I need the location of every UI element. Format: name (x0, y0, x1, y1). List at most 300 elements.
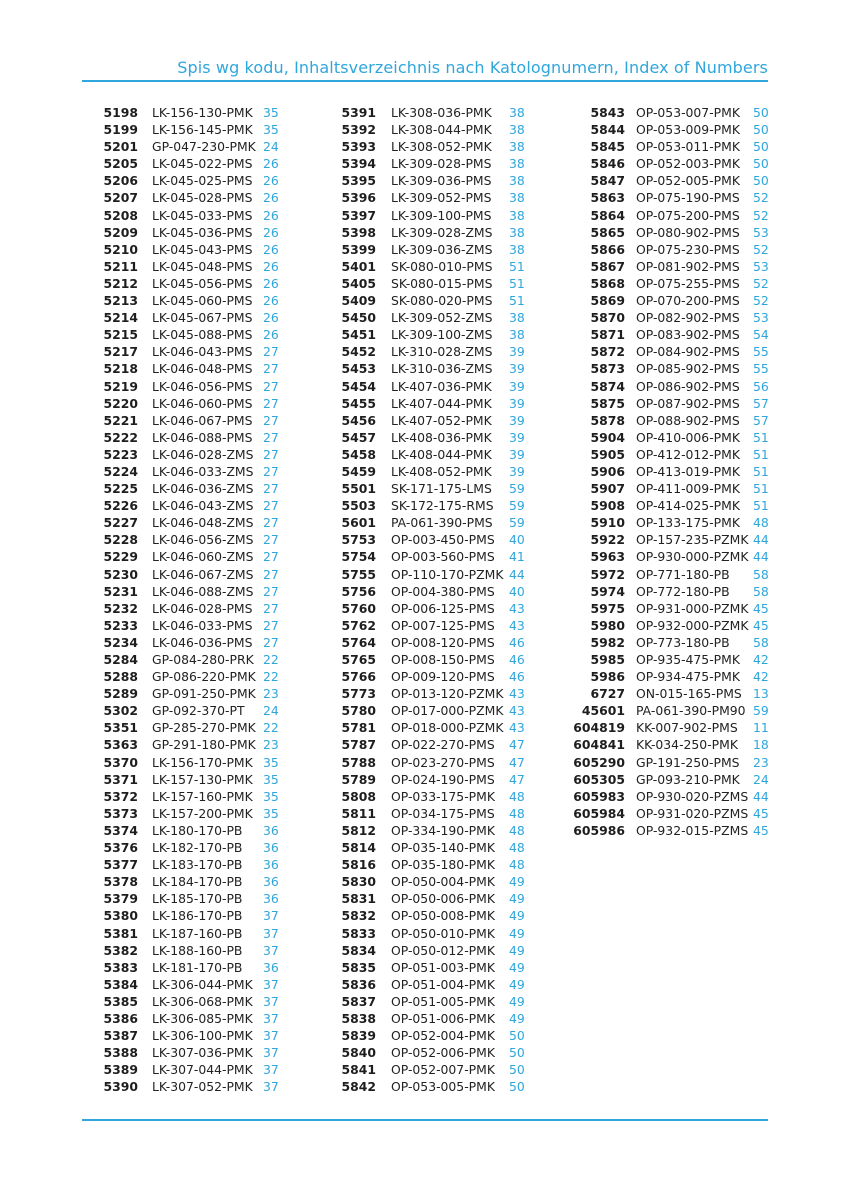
product-code: OP-050-006-PMK (391, 891, 495, 907)
catalog-number: 5980 (590, 617, 625, 633)
index-row (320, 856, 533, 873)
catalog-number: 5811 (341, 805, 376, 821)
page-number: 27 (263, 600, 279, 616)
page-number: 51 (753, 498, 769, 514)
index-row (82, 651, 287, 668)
catalog-number: 5219 (103, 378, 138, 394)
index-row (320, 241, 533, 258)
index-row (82, 822, 287, 839)
product-code: OP-334-190-PMK (391, 822, 495, 838)
page-number: 38 (509, 156, 525, 172)
index-row (320, 890, 533, 907)
page-number: 27 (263, 583, 279, 599)
page-number: 44 (753, 549, 769, 565)
page-number: 27 (263, 361, 279, 377)
index-row (560, 583, 777, 600)
index-row (320, 1010, 533, 1027)
catalog-number: 5831 (341, 891, 376, 907)
product-code: LK-156-170-PMK (152, 754, 253, 770)
page-number: 27 (263, 515, 279, 531)
product-code: SK-080-015-PMS (391, 275, 493, 291)
page-number: 50 (509, 1028, 525, 1044)
index-row (560, 754, 777, 771)
index-row (320, 668, 533, 685)
product-code: LK-045-022-PMS (152, 156, 253, 172)
catalog-number: 5229 (103, 549, 138, 565)
page-number: 51 (509, 258, 525, 274)
index-row (560, 600, 777, 617)
page-number: 26 (263, 275, 279, 291)
page-number: 27 (263, 378, 279, 394)
index-row (560, 446, 777, 463)
page-number: 24 (263, 703, 279, 719)
catalog-number: 5222 (103, 429, 138, 445)
index-row (320, 822, 533, 839)
index-row (320, 412, 533, 429)
page-number: 49 (509, 1010, 525, 1026)
header-divider (82, 80, 768, 82)
product-code: LK-045-060-PMS (152, 293, 253, 309)
catalog-number: 5208 (103, 207, 138, 223)
index-row (560, 121, 777, 138)
page-number: 37 (263, 1045, 279, 1061)
product-code: OP-413-019-PMK (636, 463, 740, 479)
page-number: 41 (509, 549, 525, 565)
page-number: 38 (509, 173, 525, 189)
page-number: 49 (509, 874, 525, 890)
product-code: OP-085-902-PMS (636, 361, 740, 377)
catalog-number: 5205 (103, 156, 138, 172)
catalog-number: 5963 (590, 549, 625, 565)
catalog-number: 5906 (590, 463, 625, 479)
product-code: LK-408-044-PMK (391, 446, 492, 462)
catalog-number: 5399 (341, 241, 376, 257)
page-number: 37 (263, 1079, 279, 1095)
catalog-number: 5908 (590, 498, 625, 514)
index-row (560, 497, 777, 514)
catalog-number: 5844 (590, 122, 625, 138)
product-code: OP-410-006-PMK (636, 429, 740, 445)
page-number: 35 (263, 805, 279, 821)
index-row (320, 480, 533, 497)
index-column-2 (320, 104, 533, 1095)
product-code: LK-045-043-PMS (152, 241, 253, 257)
index-row (82, 104, 287, 121)
index-row (320, 395, 533, 412)
catalog-number: 5766 (341, 669, 376, 685)
index-row (82, 1010, 287, 1027)
catalog-number: 5452 (341, 344, 376, 360)
catalog-number: 5867 (590, 258, 625, 274)
catalog-number: 5388 (103, 1045, 138, 1061)
page-number: 27 (263, 446, 279, 462)
catalog-number: 5226 (103, 498, 138, 514)
page-number: 22 (263, 720, 279, 736)
product-code: OP-018-000-PZMK (391, 720, 504, 736)
catalog-number: 5833 (341, 925, 376, 941)
index-row (82, 566, 287, 583)
page-number: 11 (753, 720, 769, 736)
index-row (82, 548, 287, 565)
page-number: 37 (263, 925, 279, 941)
page-number: 37 (263, 993, 279, 1009)
page-number: 36 (263, 840, 279, 856)
page-number: 48 (509, 788, 525, 804)
page-number: 51 (753, 429, 769, 445)
catalog-number: 6727 (590, 686, 625, 702)
catalog-number: 605305 (573, 771, 625, 787)
catalog-number: 605986 (573, 822, 625, 838)
page-number: 59 (509, 498, 525, 514)
product-code: LK-045-025-PMS (152, 173, 253, 189)
page-number: 57 (753, 395, 769, 411)
product-code: OP-051-003-PMK (391, 959, 495, 975)
page-number: 38 (509, 105, 525, 120)
catalog-number: 5756 (341, 583, 376, 599)
index-row (560, 429, 777, 446)
catalog-number: 5907 (590, 481, 625, 497)
catalog-number: 5873 (590, 361, 625, 377)
product-code: LK-046-060-PMS (152, 395, 253, 411)
product-code: OP-052-003-PMK (636, 156, 740, 172)
index-row (560, 719, 777, 736)
index-row (320, 1044, 533, 1061)
page-number: 51 (509, 275, 525, 291)
catalog-number: 5975 (590, 600, 625, 616)
page-number: 43 (509, 600, 525, 616)
index-row (82, 856, 287, 873)
page-number: 38 (509, 207, 525, 223)
page-number: 37 (263, 976, 279, 992)
index-row (320, 378, 533, 395)
index-row (320, 309, 533, 326)
product-code: LK-308-044-PMK (391, 122, 492, 138)
page-number: 23 (263, 686, 279, 702)
index-row (560, 480, 777, 497)
index-row (82, 497, 287, 514)
product-code: LK-046-043-ZMS (152, 498, 254, 514)
page-number: 50 (753, 139, 769, 155)
index-row (320, 155, 533, 172)
catalog-number: 5199 (103, 122, 138, 138)
index-row (320, 514, 533, 531)
page-number: 39 (509, 429, 525, 445)
catalog-number: 5302 (103, 703, 138, 719)
index-row (560, 531, 777, 548)
product-code: LK-046-028-PMS (152, 600, 253, 616)
catalog-number: 5839 (341, 1028, 376, 1044)
page-number: 38 (509, 139, 525, 155)
catalog-number: 5835 (341, 959, 376, 975)
catalog-number: 5762 (341, 617, 376, 633)
catalog-number: 5217 (103, 344, 138, 360)
product-code: GP-092-370-PT (152, 703, 245, 719)
product-code: OP-003-560-PMS (391, 549, 495, 565)
product-code: SK-080-010-PMS (391, 258, 493, 274)
catalog-number: 5228 (103, 532, 138, 548)
index-row (320, 189, 533, 206)
index-row (560, 275, 777, 292)
page-number: 49 (509, 891, 525, 907)
index-row (560, 395, 777, 412)
product-code: LK-045-088-PMS (152, 327, 253, 343)
catalog-number: 5390 (103, 1079, 138, 1095)
page-number: 36 (263, 822, 279, 838)
product-code: LK-046-043-PMS (152, 344, 253, 360)
page-number: 35 (263, 105, 279, 120)
product-code: OP-931-000-PZMK (636, 600, 749, 616)
page-number: 27 (263, 634, 279, 650)
catalog-number: 5904 (590, 429, 625, 445)
page-number: 37 (263, 1062, 279, 1078)
index-row (560, 224, 777, 241)
index-row (82, 771, 287, 788)
catalog-number: 5384 (103, 976, 138, 992)
index-row (82, 754, 287, 771)
product-code: OP-009-120-PMS (391, 669, 495, 685)
page-number: 43 (509, 703, 525, 719)
product-code: GP-091-250-PMK (152, 686, 256, 702)
page-number: 35 (263, 122, 279, 138)
index-row (320, 121, 533, 138)
product-code: OP-052-005-PMK (636, 173, 740, 189)
page-number: 22 (263, 652, 279, 667)
index-row (320, 839, 533, 856)
page-number: 36 (263, 959, 279, 975)
index-row (82, 805, 287, 822)
index-row (560, 514, 777, 531)
index-row (560, 736, 777, 753)
product-code: GP-093-210-PMK (636, 771, 740, 787)
index-row (320, 617, 533, 634)
product-code: LK-407-036-PMK (391, 378, 492, 394)
index-row (320, 805, 533, 822)
catalog-number: 45601 (581, 703, 625, 719)
page-number: 58 (753, 634, 769, 650)
index-row (560, 309, 777, 326)
index-row (560, 548, 777, 565)
page-number: 49 (509, 993, 525, 1009)
page-number: 38 (509, 241, 525, 257)
page-number: 51 (509, 293, 525, 309)
index-row (320, 138, 533, 155)
catalog-number: 5872 (590, 344, 625, 360)
product-code: LK-046-048-ZMS (152, 515, 254, 531)
catalog-number: 5841 (341, 1062, 376, 1078)
product-code: GP-191-250-PMS (636, 754, 740, 770)
index-row (320, 976, 533, 993)
index-row (320, 429, 533, 446)
index-row (560, 138, 777, 155)
catalog-number: 5787 (341, 737, 376, 753)
page-number: 44 (753, 532, 769, 548)
product-code: LK-309-100-ZMS (391, 327, 493, 343)
index-row (560, 822, 777, 839)
product-code: LK-181-170-PB (152, 959, 243, 975)
page-number: 39 (509, 446, 525, 462)
page-number: 43 (509, 720, 525, 736)
index-row (560, 685, 777, 702)
catalog-number: 5393 (341, 139, 376, 155)
product-code: LK-307-052-PMK (152, 1079, 253, 1095)
product-code: LK-046-048-PMS (152, 361, 253, 377)
page-number: 51 (753, 446, 769, 462)
index-row (320, 788, 533, 805)
catalog-number: 5834 (341, 942, 376, 958)
index-row (82, 907, 287, 924)
catalog-number: 5781 (341, 720, 376, 736)
index-row (82, 292, 287, 309)
product-code: OP-083-902-PMS (636, 327, 740, 343)
catalog-number: 5753 (341, 532, 376, 548)
index-row (560, 702, 777, 719)
page-number: 23 (753, 754, 769, 770)
page-number: 37 (263, 1028, 279, 1044)
page-number: 53 (753, 224, 769, 240)
product-code: LK-045-067-PMS (152, 310, 253, 326)
page-number: 45 (753, 822, 769, 838)
page-number: 27 (263, 617, 279, 633)
index-column-3 (560, 104, 777, 839)
product-code: LK-046-028-ZMS (152, 446, 254, 462)
page-number: 40 (509, 583, 525, 599)
catalog-number: 604841 (573, 737, 625, 753)
product-code: OP-080-902-PMS (636, 224, 740, 240)
index-row (560, 292, 777, 309)
product-code: OP-075-200-PMS (636, 207, 740, 223)
page-number: 48 (509, 840, 525, 856)
index-row (82, 531, 287, 548)
catalog-number: 5814 (341, 840, 376, 856)
product-code: LK-309-052-PMS (391, 190, 492, 206)
index-row (320, 104, 533, 121)
product-code: OP-007-125-PMS (391, 617, 495, 633)
index-row (560, 463, 777, 480)
index-column-1 (82, 104, 287, 1095)
catalog-number: 5377 (103, 857, 138, 873)
product-code: OP-935-475-PMK (636, 652, 740, 667)
index-row (320, 172, 533, 189)
page-number: 47 (509, 754, 525, 770)
page-number: 54 (753, 327, 769, 343)
product-code: LK-046-067-ZMS (152, 566, 254, 582)
catalog-number: 5840 (341, 1045, 376, 1061)
product-code: OP-035-180-PMK (391, 857, 495, 873)
index-row (82, 873, 287, 890)
catalog-number: 5830 (341, 874, 376, 890)
index-row (560, 634, 777, 651)
catalog-number: 5837 (341, 993, 376, 1009)
catalog-number: 5450 (341, 310, 376, 326)
page-number: 27 (263, 481, 279, 497)
index-row (320, 207, 533, 224)
product-code: SK-171-175-LMS (391, 481, 492, 497)
product-code: OP-772-180-PB (636, 583, 730, 599)
index-row (320, 959, 533, 976)
page-number: 39 (509, 361, 525, 377)
product-code: OP-052-007-PMK (391, 1062, 495, 1078)
page-number: 55 (753, 344, 769, 360)
product-code: LK-188-160-PB (152, 942, 243, 958)
index-row (82, 890, 287, 907)
product-code: LK-045-033-PMS (152, 207, 253, 223)
page-number: 49 (509, 976, 525, 992)
catalog-number: 5397 (341, 207, 376, 223)
catalog-number: 5371 (103, 771, 138, 787)
product-code: LK-046-036-ZMS (152, 481, 254, 497)
page-number: 51 (753, 463, 769, 479)
catalog-number: 5832 (341, 908, 376, 924)
index-row (320, 224, 533, 241)
page-number: 13 (753, 686, 769, 702)
index-row (82, 258, 287, 275)
page-number: 50 (753, 122, 769, 138)
page-number: 52 (753, 241, 769, 257)
index-row (82, 514, 287, 531)
product-code: OP-082-902-PMS (636, 310, 740, 326)
page-number: 27 (263, 463, 279, 479)
catalog-number: 5808 (341, 788, 376, 804)
catalog-number: 5207 (103, 190, 138, 206)
product-code: KK-007-902-PMS (636, 720, 738, 736)
product-code: GP-047-230-PMK (152, 139, 256, 155)
index-row (320, 1027, 533, 1044)
index-row (82, 634, 287, 651)
index-row (320, 1061, 533, 1078)
page-number: 46 (509, 652, 525, 667)
product-code: LK-309-028-PMS (391, 156, 492, 172)
page-number: 47 (509, 771, 525, 787)
index-row (82, 480, 287, 497)
product-code: LK-407-044-PMK (391, 395, 492, 411)
page-number: 27 (263, 344, 279, 360)
product-code: OP-051-006-PMK (391, 1010, 495, 1026)
catalog-number: 5211 (103, 258, 138, 274)
index-row (320, 548, 533, 565)
catalog-number: 5370 (103, 754, 138, 770)
catalog-number: 5773 (341, 686, 376, 702)
catalog-number: 5843 (590, 105, 625, 120)
product-code: LK-407-052-PMK (391, 412, 492, 428)
product-code: LK-308-052-PMK (391, 139, 492, 155)
catalog-number: 5451 (341, 327, 376, 343)
product-code: OP-075-190-PMS (636, 190, 740, 206)
catalog-number: 5459 (341, 463, 376, 479)
index-row (560, 104, 777, 121)
index-row (560, 155, 777, 172)
product-code: OP-034-175-PMS (391, 805, 495, 821)
index-row (320, 634, 533, 651)
product-code: OP-088-902-PMS (636, 412, 740, 428)
index-row (82, 1061, 287, 1078)
index-row (82, 976, 287, 993)
product-code: LK-046-056-ZMS (152, 532, 254, 548)
product-code: LK-310-036-ZMS (391, 361, 493, 377)
catalog-number: 605983 (573, 788, 625, 804)
index-row (82, 702, 287, 719)
catalog-number: 5503 (341, 498, 376, 514)
catalog-number: 5972 (590, 566, 625, 582)
catalog-number: 5868 (590, 275, 625, 291)
index-row (560, 207, 777, 224)
page-number: 49 (509, 942, 525, 958)
product-code: LK-046-036-PMS (152, 634, 253, 650)
product-code: OP-013-120-PZMK (391, 686, 504, 702)
page-number: 26 (263, 173, 279, 189)
catalog-number: 5456 (341, 412, 376, 428)
index-row (320, 942, 533, 959)
product-code: OP-053-009-PMK (636, 122, 740, 138)
